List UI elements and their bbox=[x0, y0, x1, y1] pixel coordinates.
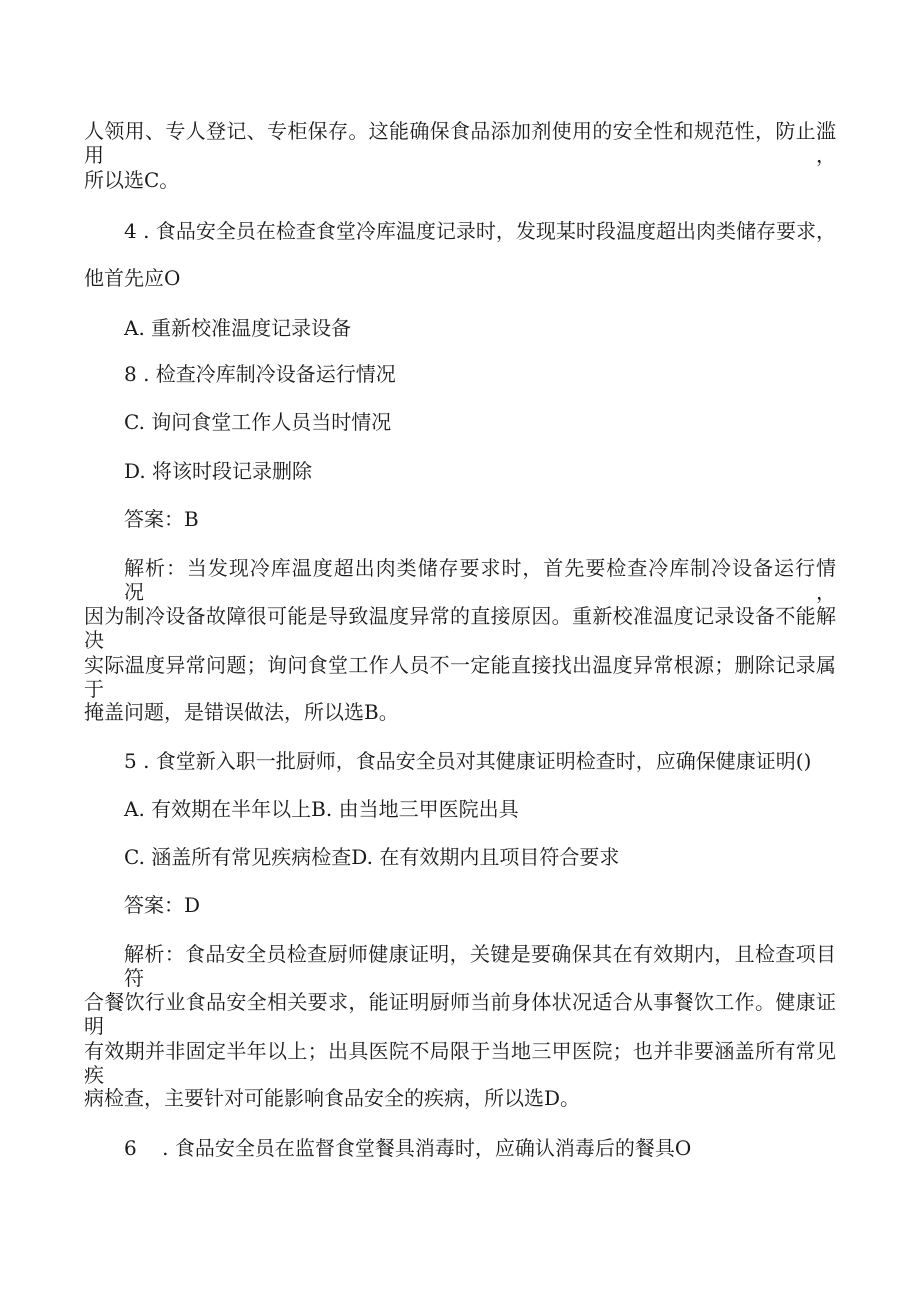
answer-label: 答案：B bbox=[124, 507, 199, 531]
answer-label: 答案：D bbox=[124, 893, 201, 917]
explanation-text: 解析：当发现冷库温度超出肉类储存要求时，首先要检查冷库制冷设备运行情况， bbox=[124, 556, 836, 604]
explanation-text: 病检查，主要针对可能影响食品安全的疾病，所以选D。 bbox=[84, 1086, 581, 1110]
paragraph-line: 所以选C。 bbox=[84, 168, 180, 192]
question-5-text: 5 . 食堂新入职一批厨师，食品安全员对其健康证明检查时，应确保健康证明() bbox=[124, 749, 812, 773]
explanation-text: 实际温度异常问题；询问食堂工作人员不一定能直接找出温度异常根源；删除记录属于 bbox=[84, 653, 836, 701]
question-4-text: 4 . 食品安全员在检查食堂冷库温度记录时，发现某时段温度超出肉类储存要求， bbox=[124, 219, 836, 243]
paragraph-line: 人领用、专人登记、专柜保存。这能确保食品添加剂使用的安全性和规范性，防止滥用， bbox=[84, 119, 836, 167]
option-c: C. 询问食堂工作人员当时情况 bbox=[124, 410, 392, 434]
explanation-text: 因为制冷设备故障很可能是导致温度异常的直接原因。重新校准温度记录设备不能解决 bbox=[84, 604, 836, 652]
explanation-text: 有效期并非固定半年以上；出具医院不局限于当地三甲医院；也并非要涵盖所有常见疾 bbox=[84, 1039, 836, 1087]
explanation-text: 掩盖问题，是错误做法，所以选B。 bbox=[84, 700, 399, 724]
explanation-text: 解析：食品安全员检查厨师健康证明，关键是要确保其在有效期内，且检查项目符 bbox=[124, 942, 836, 990]
question-6-text: 6 . 食品安全员在监督食堂餐具消毒时，应确认消毒后的餐具O bbox=[124, 1136, 692, 1160]
options-cd: C. 涵盖所有常见疾病检查D. 在有效期内且项目符合要求 bbox=[124, 845, 620, 869]
options-ab: A. 有效期在半年以上B. 由当地三甲医院出具 bbox=[124, 797, 519, 821]
option-d: D. 将该时段记录删除 bbox=[124, 459, 313, 483]
option-a: A. 重新校准温度记录设备 bbox=[124, 316, 352, 340]
explanation-text: 合餐饮行业食品安全相关要求，能证明厨师当前身体状况适合从事餐饮工作。健康证明 bbox=[84, 990, 836, 1038]
option-b: 8 . 检查冷库制冷设备运行情况 bbox=[124, 362, 396, 386]
question-4-text: 他首先应O bbox=[84, 266, 181, 290]
